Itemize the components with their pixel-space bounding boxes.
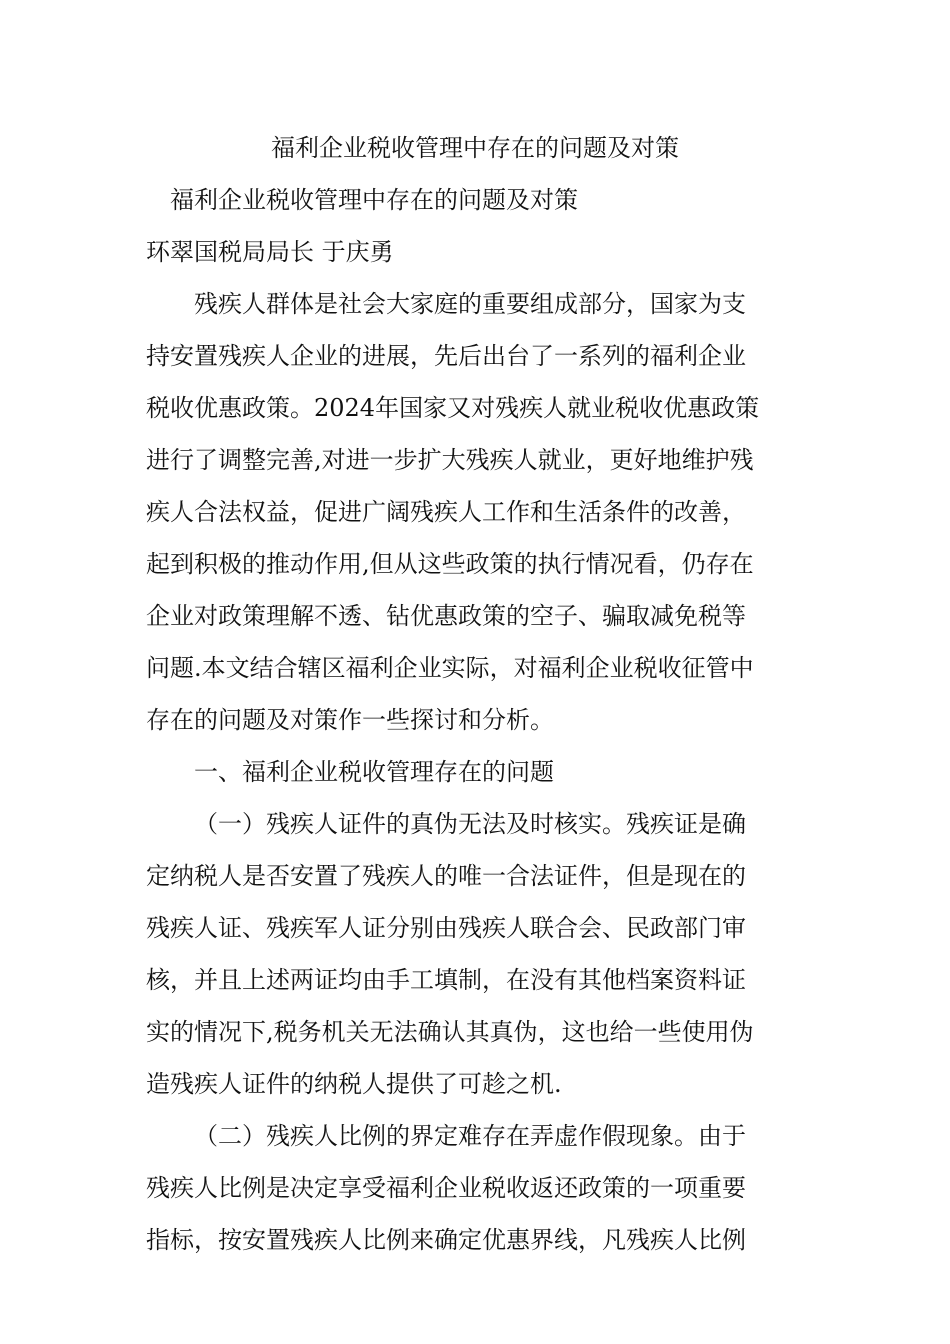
paragraph-1-line-7: 企业对政策理解不透、钻优惠政策的空子、骗取减免税等 bbox=[146, 602, 746, 630]
paragraph-1-line-1: 残疾人群体是社会大家庭的重要组成部分，国家为支 bbox=[194, 290, 746, 318]
paragraph-1-line-4: 进行了调整完善,对进一步扩大残疾人就业，更好地维护残 bbox=[146, 446, 754, 474]
document-subtitle: 福利企业税收管理中存在的问题及对策 bbox=[170, 186, 578, 214]
paragraph-1-line-3: 税收优惠政策。2024年国家又对残疾人就业税收优惠政策 bbox=[146, 394, 760, 422]
paragraph-4-line-1: （二）残疾人比例的界定难存在弄虚作假现象。由于 bbox=[194, 1122, 746, 1150]
paragraph-1-line-6: 起到积极的推动作用,但从这些政策的执行情况看，仍存在 bbox=[146, 550, 754, 578]
paragraph-1-line-9: 存在的问题及对策作一些探讨和分析。 bbox=[146, 706, 554, 734]
paragraph-4-line-2: 残疾人比例是决定享受福利企业税收返还政策的一项重要 bbox=[146, 1174, 746, 1202]
paragraph-4-line-3: 指标，按安置残疾人比例来确定优惠界线，凡残疾人比例 bbox=[146, 1226, 746, 1254]
paragraph-3-line-3: 残疾人证、残疾军人证分别由残疾人联合会、民政部门审 bbox=[146, 914, 746, 942]
section-heading: 一、福利企业税收管理存在的问题 bbox=[194, 758, 554, 786]
paragraph-3-line-6: 造残疾人证件的纳税人提供了可趁之机. bbox=[146, 1070, 562, 1098]
paragraph-1-line-8: 问题.本文结合辖区福利企业实际，对福利企业税收征管中 bbox=[146, 654, 754, 682]
author-line: 环翠国税局局长 于庆勇 bbox=[146, 238, 394, 266]
paragraph-3-line-5: 实的情况下,税务机关无法确认其真伪，这也给一些使用伪 bbox=[146, 1018, 754, 1046]
paragraph-3-line-1: （一）残疾人证件的真伪无法及时核实。残疾证是确 bbox=[194, 810, 746, 838]
paragraph-3-line-4: 核，并且上述两证均由手工填制，在没有其他档案资料证 bbox=[146, 966, 746, 994]
paragraph-1-line-2: 持安置残疾人企业的进展，先后出台了一系列的福利企业 bbox=[146, 342, 746, 370]
paragraph-1-line-5: 疾人合法权益，促进广阔残疾人工作和生活条件的改善， bbox=[146, 498, 746, 526]
paragraph-3-line-2: 定纳税人是否安置了残疾人的唯一合法证件，但是现在的 bbox=[146, 862, 746, 890]
document-title: 福利企业税收管理中存在的问题及对策 bbox=[271, 134, 679, 162]
